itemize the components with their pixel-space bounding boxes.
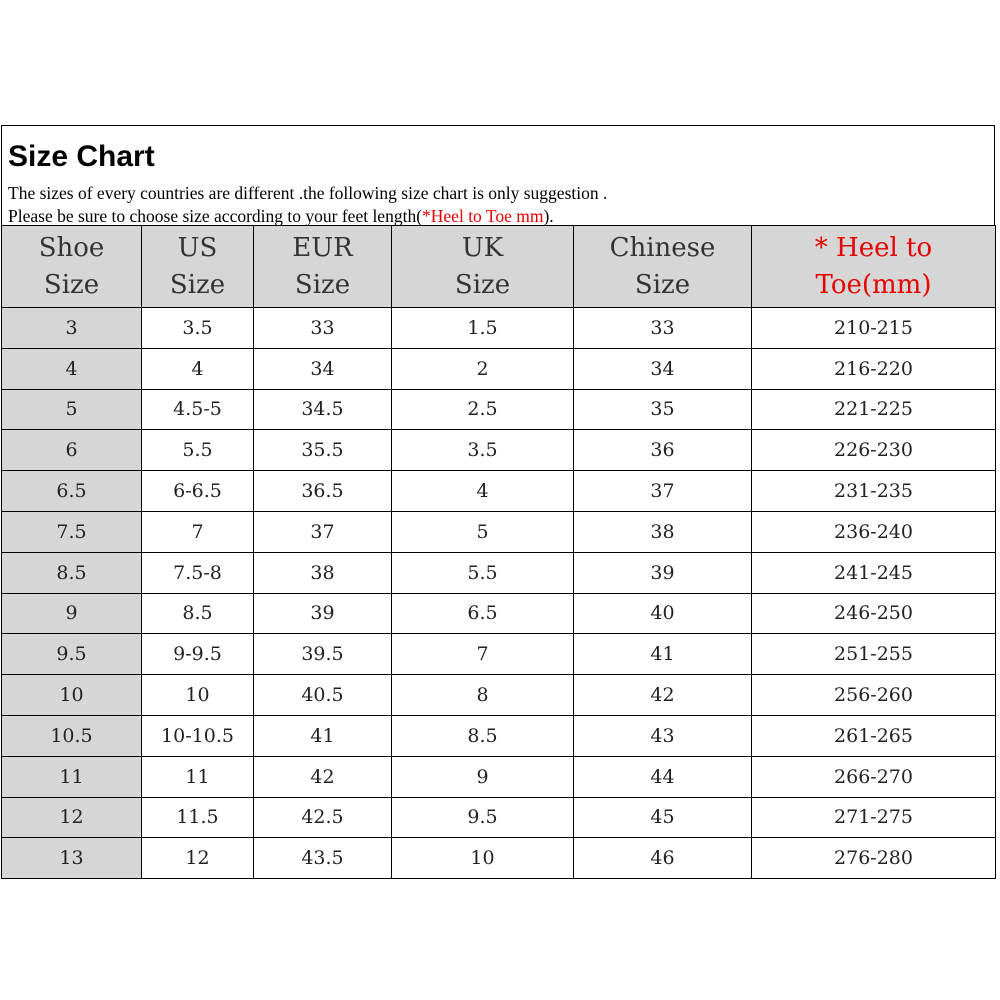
cell-uk-size: 8.5 bbox=[392, 715, 574, 756]
cell-shoe-size: 9 bbox=[2, 593, 142, 634]
cell-us-size: 7 bbox=[142, 511, 254, 552]
table-row bbox=[2, 593, 996, 634]
header-shoe-size bbox=[2, 226, 142, 308]
cell-shoe-size: 10.5 bbox=[2, 715, 142, 756]
size-rows bbox=[2, 308, 996, 879]
cell-chinese-size: 42 bbox=[574, 675, 752, 716]
table-row bbox=[2, 430, 996, 471]
chart-title: Size Chart bbox=[8, 140, 155, 173]
cell-shoe-size: 4 bbox=[2, 348, 142, 389]
table-row bbox=[2, 389, 996, 430]
cell-us-size: 10-10.5 bbox=[142, 715, 254, 756]
header-eur-size-line2: Size bbox=[294, 269, 351, 300]
cell-shoe-size: 11 bbox=[2, 756, 142, 797]
cell-us-size: 3.5 bbox=[142, 308, 254, 349]
cell-chinese-size: 40 bbox=[574, 593, 752, 634]
cell-uk-size: 5 bbox=[392, 511, 574, 552]
header-chinese-size-line1: Chinese bbox=[609, 232, 716, 263]
cell-uk-size: 3.5 bbox=[392, 430, 574, 471]
table-row bbox=[2, 348, 996, 389]
header-uk-size bbox=[392, 226, 574, 308]
heel-to-toe-highlight: *Heel to Toe mm bbox=[422, 206, 544, 226]
cell-uk-size: 9 bbox=[392, 756, 574, 797]
measurement-note-suffix: ). bbox=[543, 206, 554, 226]
disclaimer-note: The sizes of every countries are different .the following size chart is only suggestion . bbox=[8, 183, 608, 203]
measurement-note-prefix: Please be sure to choose size according to your feet length( bbox=[8, 206, 423, 226]
cell-shoe-size: 13 bbox=[2, 838, 142, 879]
cell-chinese-size: 36 bbox=[574, 430, 752, 471]
cell-shoe-size: 3 bbox=[2, 308, 142, 349]
table-row bbox=[2, 797, 996, 838]
cell-us-size: 12 bbox=[142, 838, 254, 879]
cell-shoe-size: 7.5 bbox=[2, 511, 142, 552]
table-row bbox=[2, 756, 996, 797]
table-row bbox=[2, 838, 996, 879]
header-uk-size-line1: UK bbox=[461, 232, 504, 263]
cell-uk-size: 6.5 bbox=[392, 593, 574, 634]
header-eur-size bbox=[254, 226, 392, 308]
cell-shoe-size: 12 bbox=[2, 797, 142, 838]
cell-chinese-size: 34 bbox=[574, 348, 752, 389]
cell-chinese-size: 35 bbox=[574, 389, 752, 430]
cell-eur-size: 33 bbox=[254, 308, 392, 349]
header-heel-to-toe-line2: Toe(mm) bbox=[815, 269, 932, 300]
cell-eur-size: 38 bbox=[254, 552, 392, 593]
cell-heel-to-toe-mm: 276-280 bbox=[752, 838, 996, 879]
cell-eur-size: 40.5 bbox=[254, 675, 392, 716]
cell-us-size: 9-9.5 bbox=[142, 634, 254, 675]
table-row bbox=[2, 471, 996, 512]
cell-eur-size: 39.5 bbox=[254, 634, 392, 675]
cell-eur-size: 36.5 bbox=[254, 471, 392, 512]
cell-uk-size: 10 bbox=[392, 838, 574, 879]
header-uk-size-line2: Size bbox=[454, 269, 511, 300]
cell-us-size: 10 bbox=[142, 675, 254, 716]
cell-heel-to-toe-mm: 261-265 bbox=[752, 715, 996, 756]
table-row bbox=[2, 308, 996, 349]
size-table bbox=[1, 225, 996, 879]
cell-chinese-size: 38 bbox=[574, 511, 752, 552]
header-eur-size-line1: EUR bbox=[292, 232, 353, 263]
cell-eur-size: 35.5 bbox=[254, 430, 392, 471]
table-row bbox=[2, 634, 996, 675]
cell-uk-size: 9.5 bbox=[392, 797, 574, 838]
cell-shoe-size: 9.5 bbox=[2, 634, 142, 675]
cell-heel-to-toe-mm: 210-215 bbox=[752, 308, 996, 349]
header-us-size-line2: Size bbox=[169, 269, 226, 300]
cell-eur-size: 39 bbox=[254, 593, 392, 634]
cell-heel-to-toe-mm: 221-225 bbox=[752, 389, 996, 430]
header-heel-to-toe bbox=[752, 226, 996, 308]
cell-eur-size: 41 bbox=[254, 715, 392, 756]
table-row bbox=[2, 675, 996, 716]
cell-chinese-size: 43 bbox=[574, 715, 752, 756]
measurement-note bbox=[8, 206, 554, 226]
cell-us-size: 7.5-8 bbox=[142, 552, 254, 593]
cell-us-size: 6-6.5 bbox=[142, 471, 254, 512]
header-row bbox=[2, 226, 996, 308]
cell-heel-to-toe-mm: 266-270 bbox=[752, 756, 996, 797]
header-us-size-line1: US bbox=[177, 232, 218, 263]
cell-uk-size: 4 bbox=[392, 471, 574, 512]
cell-uk-size: 1.5 bbox=[392, 308, 574, 349]
cell-shoe-size: 6 bbox=[2, 430, 142, 471]
cell-chinese-size: 46 bbox=[574, 838, 752, 879]
cell-uk-size: 7 bbox=[392, 634, 574, 675]
cell-eur-size: 43.5 bbox=[254, 838, 392, 879]
cell-eur-size: 37 bbox=[254, 511, 392, 552]
cell-heel-to-toe-mm: 226-230 bbox=[752, 430, 996, 471]
cell-chinese-size: 41 bbox=[574, 634, 752, 675]
cell-eur-size: 34.5 bbox=[254, 389, 392, 430]
cell-heel-to-toe-mm: 271-275 bbox=[752, 797, 996, 838]
cell-chinese-size: 39 bbox=[574, 552, 752, 593]
header-chinese-size bbox=[574, 226, 752, 308]
cell-chinese-size: 44 bbox=[574, 756, 752, 797]
cell-heel-to-toe-mm: 246-250 bbox=[752, 593, 996, 634]
cell-uk-size: 8 bbox=[392, 675, 574, 716]
table-row bbox=[2, 715, 996, 756]
cell-us-size: 4 bbox=[142, 348, 254, 389]
cell-heel-to-toe-mm: 236-240 bbox=[752, 511, 996, 552]
cell-us-size: 11 bbox=[142, 756, 254, 797]
header-us-size bbox=[142, 226, 254, 308]
table-row bbox=[2, 511, 996, 552]
cell-heel-to-toe-mm: 216-220 bbox=[752, 348, 996, 389]
header-chinese-size-line2: Size bbox=[634, 269, 691, 300]
header-shoe-size-line2: Size bbox=[43, 269, 100, 300]
cell-us-size: 4.5-5 bbox=[142, 389, 254, 430]
table-row bbox=[2, 552, 996, 593]
cell-heel-to-toe-mm: 251-255 bbox=[752, 634, 996, 675]
cell-eur-size: 42 bbox=[254, 756, 392, 797]
cell-shoe-size: 8.5 bbox=[2, 552, 142, 593]
cell-heel-to-toe-mm: 241-245 bbox=[752, 552, 996, 593]
cell-uk-size: 2 bbox=[392, 348, 574, 389]
cell-heel-to-toe-mm: 256-260 bbox=[752, 675, 996, 716]
cell-us-size: 11.5 bbox=[142, 797, 254, 838]
cell-heel-to-toe-mm: 231-235 bbox=[752, 471, 996, 512]
cell-chinese-size: 45 bbox=[574, 797, 752, 838]
cell-shoe-size: 5 bbox=[2, 389, 142, 430]
cell-chinese-size: 33 bbox=[574, 308, 752, 349]
cell-shoe-size: 6.5 bbox=[2, 471, 142, 512]
cell-us-size: 5.5 bbox=[142, 430, 254, 471]
cell-shoe-size: 10 bbox=[2, 675, 142, 716]
cell-eur-size: 34 bbox=[254, 348, 392, 389]
header-heel-to-toe-line1: * Heel to bbox=[814, 232, 933, 263]
cell-eur-size: 42.5 bbox=[254, 797, 392, 838]
cell-chinese-size: 37 bbox=[574, 471, 752, 512]
header-shoe-size-line1: Shoe bbox=[38, 232, 105, 263]
cell-us-size: 8.5 bbox=[142, 593, 254, 634]
cell-uk-size: 5.5 bbox=[392, 552, 574, 593]
cell-uk-size: 2.5 bbox=[392, 389, 574, 430]
